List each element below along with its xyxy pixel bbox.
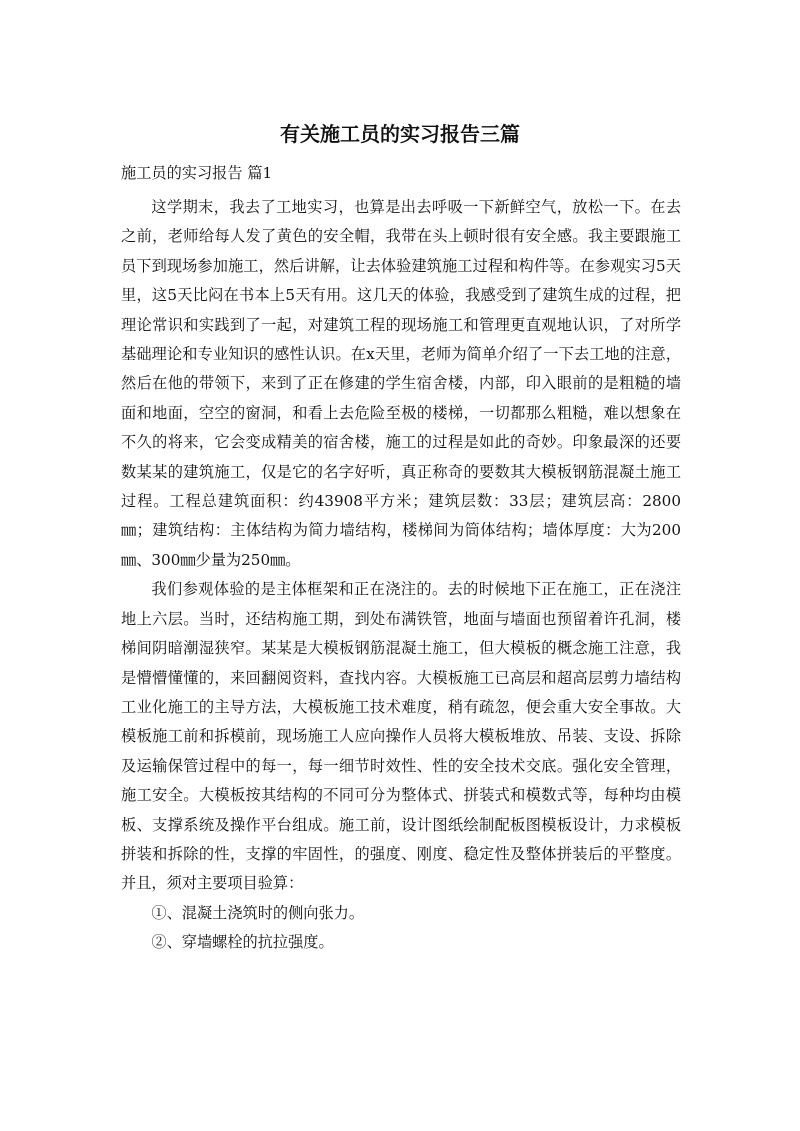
- list-item: ①、混凝土浇筑时的侧向张力。: [151, 903, 365, 922]
- document-title: 有关施工员的实习报告三篇: [280, 122, 520, 146]
- paragraph: 我们参观体验的是主体框架和正在浇注的。去的时候地下正在施工，正在浇注地上六层。当时，还结构施工期，到处布满铁管，地面与墙面也预留着许孔洞，楼梯间阴暗潮湿狭窄。某某是大模板钢筋混凝土施工，但大模板的概念施工注意，我是懵懵懂懂的，来回翻阅资料，查找内容。大模板施工已高层和超高层剪力墙结构工业化施工的主导方法，大模板施工技术难度，稍有疏忽，便会重大安全事故。大模板施工前和拆模前，现场施工人应向操作人员将大模板堆放、吊装、支设、拆除及运输保管过程中的每一，每一细节时效性、性的安全技术交底。强化安全管理，施工安全。大模板按其结构的不同可分为整体式、拼装式和模数式等，每种均由模板、支撑系统及操作平台组成。施工前，设计图纸绘制配板图模板设计，力求模板拼装和拆除的性，支撑的牢固性，的强度、刚度、稳定性及整体拼装后的平整度。并且，须对主要项目验算：: [121, 580, 681, 893]
- document-body: [121, 193, 681, 958]
- paragraph: 这学期末，我去了工地实习，也算是出去呼吸一下新鲜空气，放松一下。在去之前，老师给每人发了黄色的安全帽，我带在头上顿时很有安全感。我主要跟施工员下到现场参加施工，然后讲解，让去体验建筑施工过程和构件等。在参观实习5天里，这5天比闷在书本上5天有用。这几天的体验，我感受到了建筑生成的过程，把理论常识和实践到了一起，对建筑工程的现场施工和管理更直观地认识，了对所学基础理论和专业知识的感性认识。在x天里，老师为简单介绍了一下去工地的注意，然后在他的带领下，来到了正在修建的学生宿舍楼，内部，印入眼前的是粗糙的墙面和地面，空空的窗洞，和看上去危险至极的楼梯，一切都那么粗糙，难以想象在不久的将来，它会变成精美的宿舍楼，施工的过程是如此的奇妙。印象最深的还要数某某的建筑施工，仅是它的名字好听，真正称奇的要数其大模板钢筋混凝土施工过程。工程总建筑面积：约43908平方米；建筑层数：33层；建筑层高：2800㎜；建筑结构：主体结构为简力墙结构，楼梯间为筒体结构；墙体厚度：大为200㎜、300㎜少量为250㎜。: [121, 198, 681, 569]
- section-heading: 施工员的实习报告 篇1: [121, 164, 273, 182]
- list-item: ②、穿墙螺栓的抗拉强度。: [151, 933, 334, 952]
